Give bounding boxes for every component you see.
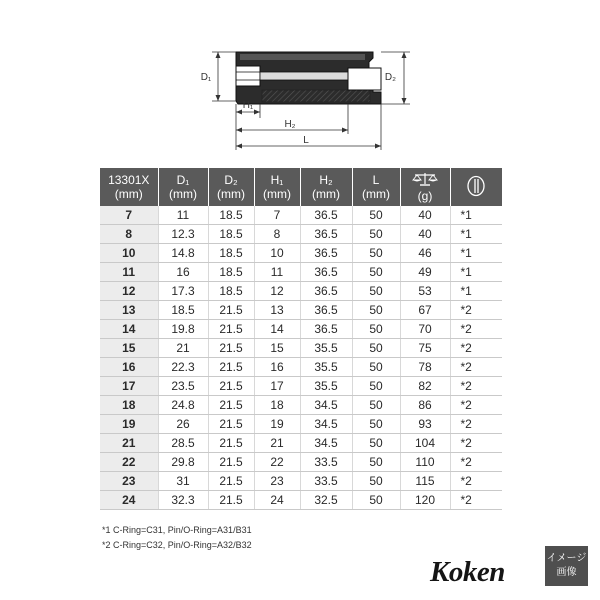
value-cell: *1: [450, 206, 502, 225]
value-cell: 120: [400, 491, 450, 510]
table-row: [100, 491, 502, 510]
table-row: [100, 225, 502, 244]
label-d1: D₁: [200, 72, 212, 83]
image-badge: [545, 546, 588, 586]
value-cell: 21.5: [208, 377, 254, 396]
size-cell: 18: [100, 396, 158, 415]
label-d2: D₂: [384, 72, 396, 83]
value-cell: 115: [400, 472, 450, 491]
value-cell: 34.5: [300, 415, 352, 434]
table-row: [100, 320, 502, 339]
scale-icon: [412, 172, 438, 186]
size-cell: 22: [100, 453, 158, 472]
value-cell: 50: [352, 282, 400, 301]
value-cell: 78: [400, 358, 450, 377]
badge-line-1: イメージ: [546, 553, 587, 564]
value-cell: 50: [352, 377, 400, 396]
value-cell: 21.5: [208, 491, 254, 510]
size-cell: 15: [100, 339, 158, 358]
table-row: [100, 282, 502, 301]
value-cell: 50: [352, 263, 400, 282]
value-cell: *2: [450, 396, 502, 415]
value-cell: 36.5: [300, 244, 352, 263]
table-row: [100, 434, 502, 453]
value-cell: 93: [400, 415, 450, 434]
value-cell: 19: [254, 415, 300, 434]
value-cell: *2: [450, 434, 502, 453]
value-cell: 21.5: [208, 434, 254, 453]
value-cell: 32.5: [300, 491, 352, 510]
value-cell: 18.5: [208, 206, 254, 225]
value-cell: 21.5: [208, 396, 254, 415]
value-cell: 35.5: [300, 339, 352, 358]
size-cell: 23: [100, 472, 158, 491]
value-cell: 40: [400, 225, 450, 244]
value-cell: 18.5: [208, 244, 254, 263]
header-weight: (g): [400, 168, 450, 206]
value-cell: 34.5: [300, 434, 352, 453]
value-cell: 70: [400, 320, 450, 339]
value-cell: *2: [450, 472, 502, 491]
value-cell: 21.5: [208, 301, 254, 320]
footnote-2: *2 C-Ring=C32, Pin/O-Ring=A32/B32: [102, 540, 252, 550]
value-cell: 21.5: [208, 472, 254, 491]
header-d2: D₂ (mm): [208, 168, 254, 206]
value-cell: *2: [450, 320, 502, 339]
value-cell: 104: [400, 434, 450, 453]
value-cell: 34.5: [300, 396, 352, 415]
header-model: 13301X (mm): [100, 168, 158, 206]
value-cell: 50: [352, 301, 400, 320]
value-cell: 7: [254, 206, 300, 225]
value-cell: 18.5: [208, 263, 254, 282]
size-cell: 21: [100, 434, 158, 453]
table-row: [100, 415, 502, 434]
footnote-1: *1 C-Ring=C31, Pin/O-Ring=A31/B31: [102, 525, 252, 535]
value-cell: *2: [450, 377, 502, 396]
header-h1: H₁ (mm): [254, 168, 300, 206]
value-cell: 36.5: [300, 225, 352, 244]
value-cell: 50: [352, 244, 400, 263]
value-cell: *1: [450, 244, 502, 263]
size-cell: 7: [100, 206, 158, 225]
value-cell: 18.5: [208, 282, 254, 301]
value-cell: *1: [450, 263, 502, 282]
value-cell: 50: [352, 472, 400, 491]
value-cell: 50: [352, 339, 400, 358]
value-cell: 46: [400, 244, 450, 263]
value-cell: 33.5: [300, 453, 352, 472]
size-cell: 24: [100, 491, 158, 510]
value-cell: 23: [254, 472, 300, 491]
value-cell: 17: [254, 377, 300, 396]
value-cell: 16: [158, 263, 208, 282]
value-cell: *2: [450, 453, 502, 472]
value-cell: 22: [254, 453, 300, 472]
value-cell: 36.5: [300, 263, 352, 282]
value-cell: 50: [352, 491, 400, 510]
size-cell: 17: [100, 377, 158, 396]
value-cell: 14: [254, 320, 300, 339]
size-cell: 12: [100, 282, 158, 301]
label-h2: H₂: [284, 119, 296, 130]
value-cell: 50: [352, 415, 400, 434]
value-cell: 36.5: [300, 320, 352, 339]
value-cell: 11: [254, 263, 300, 282]
value-cell: 14.8: [158, 244, 208, 263]
value-cell: 16: [254, 358, 300, 377]
table-header-row: [100, 168, 502, 206]
value-cell: 21.5: [208, 453, 254, 472]
value-cell: 15: [254, 339, 300, 358]
value-cell: 24.8: [158, 396, 208, 415]
table-row: [100, 301, 502, 320]
table-row: [100, 206, 502, 225]
value-cell: *1: [450, 225, 502, 244]
value-cell: *2: [450, 491, 502, 510]
value-cell: 50: [352, 225, 400, 244]
header-l: L (mm): [352, 168, 400, 206]
value-cell: 36.5: [300, 301, 352, 320]
value-cell: 12: [254, 282, 300, 301]
table-row: [100, 339, 502, 358]
value-cell: 36.5: [300, 282, 352, 301]
value-cell: 21: [254, 434, 300, 453]
value-cell: 49: [400, 263, 450, 282]
value-cell: 82: [400, 377, 450, 396]
koken-logo: Koken: [430, 556, 505, 588]
table-row: [100, 396, 502, 415]
value-cell: 67: [400, 301, 450, 320]
value-cell: 50: [352, 396, 400, 415]
value-cell: 24: [254, 491, 300, 510]
value-cell: 19.8: [158, 320, 208, 339]
value-cell: 50: [352, 453, 400, 472]
size-cell: 10: [100, 244, 158, 263]
value-cell: *2: [450, 415, 502, 434]
value-cell: 50: [352, 434, 400, 453]
label-h1: H₁: [242, 100, 254, 111]
size-cell: 8: [100, 225, 158, 244]
value-cell: *1: [450, 282, 502, 301]
value-cell: 26: [158, 415, 208, 434]
value-cell: 35.5: [300, 358, 352, 377]
table-row: [100, 263, 502, 282]
value-cell: 110: [400, 453, 450, 472]
table-row: [100, 377, 502, 396]
header-o-ring: [450, 168, 502, 206]
value-cell: 12.3: [158, 225, 208, 244]
header-h2: H₂ (mm): [300, 168, 352, 206]
socket-dimension-diagram: [0, 0, 600, 165]
value-cell: 21: [158, 339, 208, 358]
value-cell: *2: [450, 339, 502, 358]
value-cell: 50: [352, 206, 400, 225]
label-l: L: [303, 135, 309, 146]
value-cell: 22.3: [158, 358, 208, 377]
spec-table: [100, 168, 502, 510]
value-cell: 75: [400, 339, 450, 358]
size-cell: 16: [100, 358, 158, 377]
header-d1: D₁ (mm): [158, 168, 208, 206]
value-cell: 18.5: [158, 301, 208, 320]
size-cell: 19: [100, 415, 158, 434]
value-cell: 32.3: [158, 491, 208, 510]
value-cell: 36.5: [300, 206, 352, 225]
value-cell: 28.5: [158, 434, 208, 453]
value-cell: 86: [400, 396, 450, 415]
value-cell: 17.3: [158, 282, 208, 301]
table-row: [100, 244, 502, 263]
value-cell: 21.5: [208, 339, 254, 358]
table-row: [100, 472, 502, 491]
value-cell: 31: [158, 472, 208, 491]
o-ring-icon: [465, 175, 487, 197]
value-cell: 33.5: [300, 472, 352, 491]
value-cell: 23.5: [158, 377, 208, 396]
value-cell: 10: [254, 244, 300, 263]
size-cell: 11: [100, 263, 158, 282]
socket-body: [236, 52, 381, 104]
value-cell: 18.5: [208, 225, 254, 244]
value-cell: 11: [158, 206, 208, 225]
badge-line-2: 画像: [556, 567, 577, 578]
value-cell: 21.5: [208, 320, 254, 339]
size-cell: 14: [100, 320, 158, 339]
value-cell: *2: [450, 358, 502, 377]
value-cell: 13: [254, 301, 300, 320]
value-cell: 21.5: [208, 415, 254, 434]
value-cell: 53: [400, 282, 450, 301]
size-cell: 13: [100, 301, 158, 320]
table-row: [100, 358, 502, 377]
value-cell: 8: [254, 225, 300, 244]
value-cell: 35.5: [300, 377, 352, 396]
value-cell: 50: [352, 320, 400, 339]
value-cell: 50: [352, 358, 400, 377]
value-cell: 40: [400, 206, 450, 225]
value-cell: *2: [450, 301, 502, 320]
value-cell: 18: [254, 396, 300, 415]
value-cell: 21.5: [208, 358, 254, 377]
table-row: [100, 453, 502, 472]
value-cell: 29.8: [158, 453, 208, 472]
